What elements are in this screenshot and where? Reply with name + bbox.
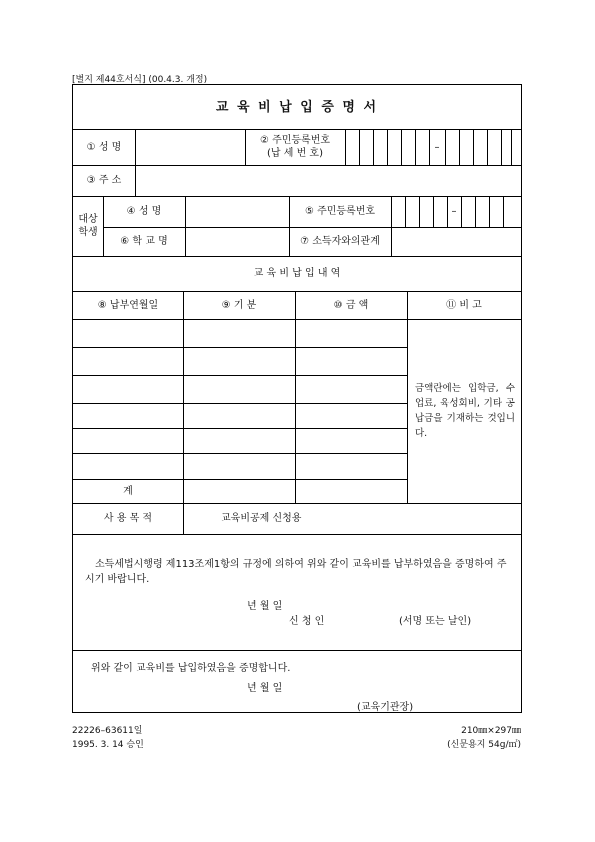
paper-type: (신문용지 54g/㎡): [447, 740, 521, 750]
request-text: 소득세법시행령 제113조제1항의 규정에 의하여 위와 같이 교육비를 납부하였음을 증명하여 주시기 바랍니다.: [85, 559, 507, 585]
applicant-rrn-label-line2: (납 세 번 호): [267, 148, 323, 159]
certifier-label: (교육기관장): [357, 702, 414, 713]
address-field[interactable]: [135, 165, 521, 196]
applicant-rrn-dash: –: [434, 141, 440, 153]
relation-field[interactable]: [391, 227, 521, 256]
student-rrn-label: ⑤ 주민등록번호: [304, 206, 376, 217]
applicant-sign-label: 신 청 인: [289, 616, 325, 627]
applicant-rrn-label: [245, 129, 345, 165]
certify-date: 년 월 일: [247, 683, 283, 694]
request-date: 년 월 일: [247, 601, 283, 612]
applicant-name-field[interactable]: [135, 129, 245, 165]
student-name-field[interactable]: [185, 196, 289, 227]
relation-label: ⑦ 소득자와의관계: [300, 236, 380, 247]
purpose-value: 교육비공제 신청용: [221, 513, 302, 524]
address-label: ③ 주 소: [86, 175, 122, 186]
certify-text: 위와 같이 교육비를 납입하였음을 증명합니다.: [91, 663, 291, 674]
school-name-field[interactable]: [185, 227, 289, 256]
student-name-label: ④ 성 명: [126, 206, 162, 217]
applicant-sign-note: (서명 또는 날인): [399, 616, 472, 627]
header-remark: ⑪ 비 고: [446, 299, 482, 311]
form-title: 교 육 비 납 입 증 명 서: [215, 99, 379, 115]
school-name-label: ⑥ 학 교 명: [120, 236, 168, 247]
header-payment-date: ⑧ 납부연월일: [97, 299, 159, 311]
student-rrn-dash: –: [451, 206, 457, 217]
approval-date: 1995. 3. 14 승인: [72, 740, 144, 750]
total-label: 계: [123, 485, 133, 497]
paper-size: 210㎜×297㎜: [461, 726, 521, 736]
education-expense-certificate-form: [72, 84, 522, 713]
form-number: 22226–63611일: [72, 726, 143, 736]
footer-left: [72, 724, 144, 752]
header-amount: ⑩ 금 액: [333, 299, 369, 311]
footer-right: [447, 724, 521, 752]
student-group-label: 대상 학생: [78, 214, 98, 238]
header-period: ⑨ 기 분: [221, 299, 257, 311]
remark-note: 금액란에는 입학금, 수업료, 육성회비, 기타 공납금을 기재하는 것입니다.: [415, 383, 515, 439]
form-header-note: [별지 제44호서식] (00.4.3. 개정): [72, 75, 208, 85]
applicant-rrn-label-line1: ② 주민등록번호: [259, 135, 331, 146]
details-title: 교 육 비 납 입 내 역: [253, 268, 341, 279]
purpose-label: 사 용 목 적: [103, 513, 153, 524]
applicant-name-label: ① 성 명: [86, 141, 122, 153]
